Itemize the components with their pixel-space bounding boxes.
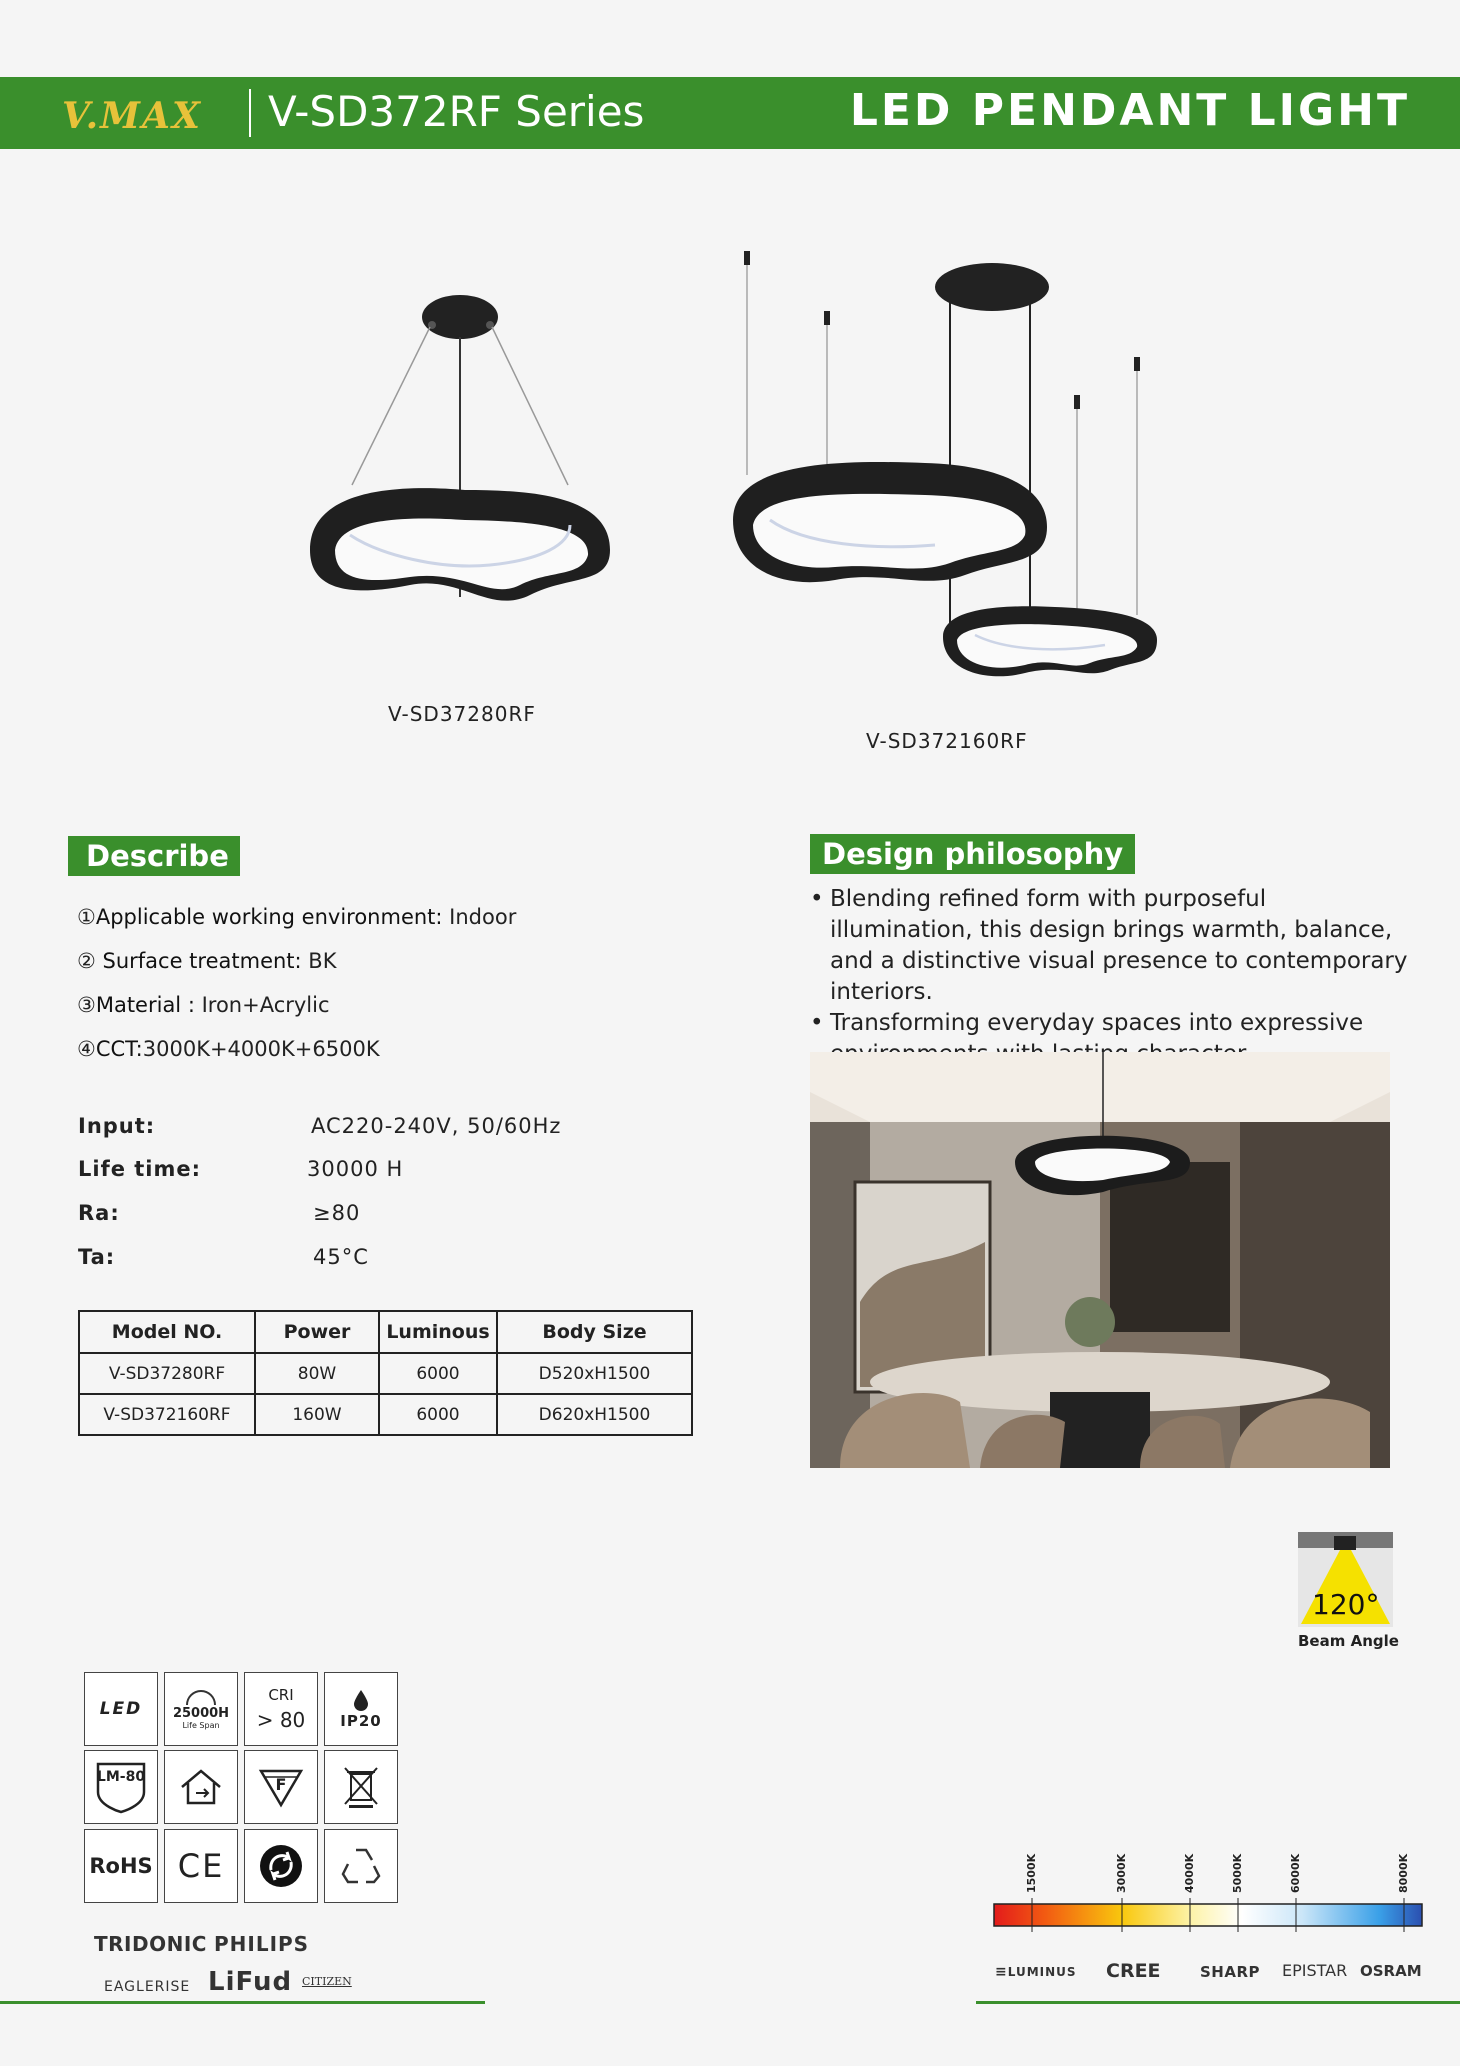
feature-number: ② — [77, 949, 96, 973]
brand-luminus-text: LUMINUS — [1007, 1965, 1077, 1979]
cct-tick-label: 1500K — [1025, 1853, 1038, 1893]
spec-lifetime-label: Life time: — [78, 1157, 202, 1181]
spec-ra-value: ≥80 — [313, 1201, 361, 1225]
footer-line-right — [976, 2001, 1460, 2004]
crossed-bin-icon — [341, 1764, 381, 1810]
table-header: Power — [255, 1311, 379, 1353]
design-title: Design philosophy — [810, 834, 1135, 874]
f-mark-icon — [244, 1750, 318, 1824]
brand-sharp: SHARP — [1200, 1963, 1261, 1981]
lifespan-gauge-icon — [184, 1688, 218, 1706]
product-caption-1: V-SD37280RF — [388, 702, 536, 726]
lm80-shield-icon — [92, 1758, 150, 1816]
feature-label: Applicable working environment: — [95, 905, 450, 929]
cri-value: > 80 — [256, 1708, 306, 1732]
feature-surface — [77, 949, 336, 973]
f-mark-text: F — [275, 1775, 287, 1794]
brand-cree: CREE — [1106, 1960, 1161, 1982]
design-bullet: • Transforming everyday spaces into expressive — [810, 1008, 1410, 1070]
series-title: V-SD372RF Series — [268, 87, 645, 136]
cct-tick-label: 3000K — [1115, 1853, 1128, 1893]
brand-luminus: ≡LUMINUS — [995, 1964, 1077, 1980]
brand-citizen: CITIZEN — [302, 1975, 352, 1988]
table-cell: 160W — [255, 1394, 379, 1435]
rohs-text: RoHS — [89, 1854, 153, 1878]
table-cell: V-SD372160RF — [79, 1394, 255, 1435]
spec-ra-label: Ra: — [78, 1201, 120, 1225]
feature-label: Material : — [95, 993, 202, 1017]
feature-value: Indoor — [449, 905, 517, 929]
cct-scale-bar — [990, 1898, 1426, 1934]
lifespan-icon — [164, 1672, 238, 1746]
describe-title: Describe — [68, 836, 240, 876]
feature-label: Surface treatment: — [95, 949, 309, 973]
interior-photo — [810, 1052, 1390, 1468]
feature-cct — [77, 1037, 380, 1061]
spec-lifetime-value: 30000 H — [307, 1157, 404, 1181]
recycle-arrows-icon — [338, 1844, 384, 1888]
cct-tick-label: 8000K — [1397, 1853, 1410, 1893]
beam-angle-value: 120° — [1312, 1588, 1380, 1621]
weee-icon — [324, 1750, 398, 1824]
brand-epistar: EPISTAR — [1282, 1961, 1348, 1980]
table-cell: 6000 — [379, 1353, 497, 1394]
table-cell: 80W — [255, 1353, 379, 1394]
feature-label: CCT: — [95, 1037, 143, 1061]
table-row — [79, 1394, 692, 1435]
spec-ta-value: 45°C — [313, 1245, 369, 1269]
feature-material — [77, 993, 330, 1017]
feature-environment — [77, 905, 516, 929]
water-drop-icon — [350, 1688, 372, 1712]
brand-philips: PHILIPS — [214, 1932, 310, 1956]
design-bullets — [810, 884, 1410, 1070]
lm80-text: LM-80 — [96, 1769, 146, 1785]
product-caption-2: V-SD372160RF — [866, 729, 1028, 753]
spec-input-label: Input: — [78, 1114, 156, 1138]
feature-number: ④ — [77, 1037, 96, 1061]
cct-tick-label: 4000K — [1183, 1853, 1196, 1893]
brand-osram: OSRAM — [1360, 1962, 1422, 1980]
lifespan-label: Life Span — [182, 1721, 220, 1730]
ce-text: CE — [177, 1847, 225, 1885]
led-icon-text: LED — [99, 1699, 143, 1719]
beam-angle-label: Beam Angle — [1298, 1632, 1399, 1650]
cri-label: CRI — [268, 1686, 294, 1704]
feature-number: ③ — [77, 993, 96, 1017]
design-bullet: • Blending refined form with purposeful illumination, this design brings warmth, balance, and a distinctive visual presence to contemporary interiors. — [810, 884, 1410, 1008]
feature-value: 3000K+4000K+6500K — [142, 1037, 380, 1061]
table-cell: V-SD37280RF — [79, 1353, 255, 1394]
product-image-single-pendant — [290, 285, 630, 655]
feature-number: ① — [77, 905, 96, 929]
lifespan-value: 25000H — [172, 1706, 230, 1721]
ip20-icon — [324, 1672, 398, 1746]
led-icon — [84, 1672, 158, 1746]
model-table — [78, 1310, 693, 1436]
header-divider — [249, 89, 251, 137]
beam-angle-badge — [1298, 1532, 1399, 1650]
table-header: Model NO. — [79, 1311, 255, 1353]
product-image-double-pendant — [725, 245, 1165, 695]
product-type: LED PENDANT LIGHT — [849, 85, 1410, 136]
ip-rating: IP20 — [340, 1712, 382, 1730]
table-row — [79, 1353, 692, 1394]
footer-line-left — [0, 2001, 485, 2004]
cct-tick-label: 5000K — [1231, 1853, 1244, 1893]
logo-text: V.MAX — [62, 95, 202, 137]
cct-tick-label: 6000K — [1289, 1853, 1302, 1893]
brand-lifud: LiFud — [208, 1967, 293, 1997]
feature-value: Iron+Acrylic — [201, 993, 330, 1017]
indoor-icon — [164, 1750, 238, 1824]
brand-eaglerise: EAGLERISE — [104, 1979, 191, 1995]
table-cell: D620xH1500 — [497, 1394, 692, 1435]
table-header: Luminous — [379, 1311, 497, 1353]
rohs-icon — [84, 1829, 158, 1903]
green-dot-symbol-icon — [257, 1842, 305, 1890]
spec-input-value: AC220-240V, 50/60Hz — [311, 1114, 562, 1138]
spec-ta-label: Ta: — [78, 1245, 116, 1269]
table-header: Body Size — [497, 1311, 692, 1353]
header-bar — [0, 77, 1460, 149]
cri-icon — [244, 1672, 318, 1746]
green-dot-icon — [244, 1829, 318, 1903]
recycle-icon — [324, 1829, 398, 1903]
table-cell: 6000 — [379, 1394, 497, 1435]
table-header-row — [79, 1311, 692, 1353]
brand-logo — [54, 87, 244, 139]
feature-value: BK — [308, 949, 337, 973]
brand-tridonic: TRIDONIC — [94, 1932, 207, 1956]
ce-icon — [164, 1829, 238, 1903]
table-cell: D520xH1500 — [497, 1353, 692, 1394]
house-icon — [178, 1767, 224, 1807]
lm80-icon — [84, 1750, 158, 1824]
